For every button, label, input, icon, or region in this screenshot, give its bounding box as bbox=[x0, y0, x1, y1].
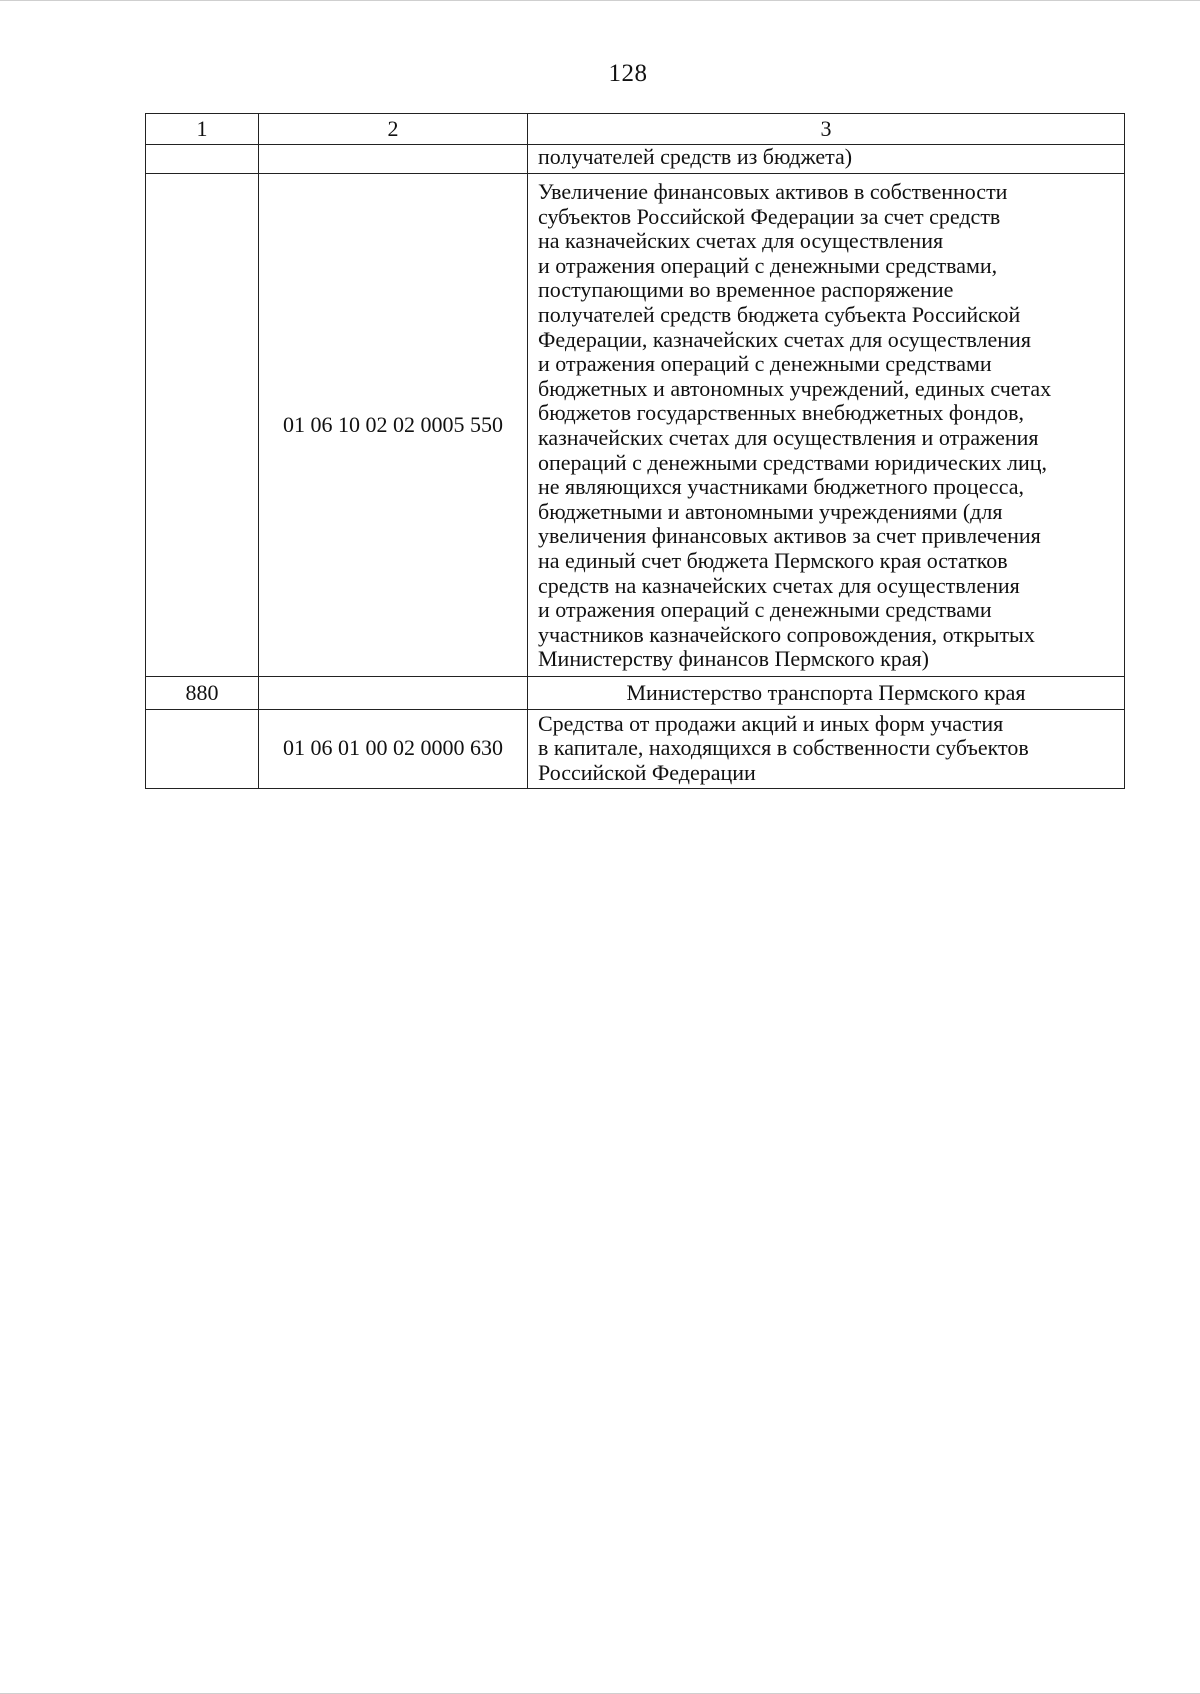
description-line: бюджетными и автономными учреждениями (для bbox=[538, 498, 1003, 524]
description-cell bbox=[528, 676, 1125, 709]
description-line: Министерство транспорта Пермского края bbox=[626, 679, 1026, 705]
table-row bbox=[146, 145, 1125, 174]
table-row bbox=[146, 676, 1125, 709]
description-line: поступающими во временное распоряжение bbox=[538, 277, 954, 303]
description-cell bbox=[528, 145, 1125, 174]
header-cell-3: 3 bbox=[528, 114, 1125, 145]
description-cell bbox=[528, 709, 1125, 788]
description-line: в капитале, находящихся в собственности субъектов bbox=[538, 735, 1029, 761]
description-line: и отражения операций с денежными средствами bbox=[538, 597, 992, 623]
admin-code-cell bbox=[146, 145, 259, 174]
admin-code-cell: 880 bbox=[146, 676, 259, 709]
description-line: субъектов Российской Федерации за счет средств bbox=[538, 203, 1001, 229]
description-line: бюджетов государственных внебюджетных фондов, bbox=[538, 400, 1024, 426]
description-line: бюджетных и автономных учреждений, единых счетах bbox=[538, 375, 1052, 401]
admin-code-cell bbox=[146, 709, 259, 788]
source-code-cell: 01 06 01 00 02 0000 630 bbox=[259, 709, 528, 788]
page-number: 128 bbox=[608, 60, 648, 87]
description-line: казначейских счетах для осуществления и отражения bbox=[538, 424, 1039, 450]
budget-sources-table bbox=[145, 113, 1125, 789]
source-code-cell bbox=[259, 676, 528, 709]
description-cell bbox=[528, 174, 1125, 677]
source-code-cell: 01 06 10 02 02 0005 550 bbox=[259, 174, 528, 677]
description-line: на единый счет бюджета Пермского края остатков bbox=[538, 547, 1008, 573]
table-row bbox=[146, 174, 1125, 677]
table-row bbox=[146, 709, 1125, 788]
description-line: Увеличение финансовых активов в собственности bbox=[538, 179, 1008, 204]
description-line: на казначейских счетах для осуществления bbox=[538, 228, 944, 254]
source-code-cell bbox=[259, 145, 528, 174]
description-line: увеличения финансовых активов за счет привлечения bbox=[538, 523, 1041, 549]
description-line: получателей средств бюджета субъекта Российской bbox=[538, 301, 1021, 327]
description-line: и отражения операций с денежными средствами bbox=[538, 351, 992, 377]
description-line: Министерству финансов Пермского края) bbox=[538, 646, 929, 672]
description-line: участников казначейского сопровождения, открытых bbox=[538, 621, 1035, 647]
description-line: не являющихся участниками бюджетного процесса, bbox=[538, 474, 1024, 500]
header-cell-1: 1 bbox=[146, 114, 259, 145]
description-line: Федерации, казначейских счетах для осуществления bbox=[538, 326, 1031, 352]
header-cell-2: 2 bbox=[259, 114, 528, 145]
description-line: и отражения операций с денежными средствами, bbox=[538, 252, 998, 278]
description-line: операций с денежными средствами юридических лиц, bbox=[538, 449, 1048, 475]
table-header-row bbox=[146, 114, 1125, 145]
description-line: средств на казначейских счетах для осуществления bbox=[538, 572, 1020, 598]
description-line: Российской Федерации bbox=[538, 760, 756, 786]
description-line: Средства от продажи акций и иных форм участия bbox=[538, 710, 1004, 736]
description-line: получателей средств из бюджета) bbox=[538, 144, 853, 169]
admin-code-cell bbox=[146, 174, 259, 677]
